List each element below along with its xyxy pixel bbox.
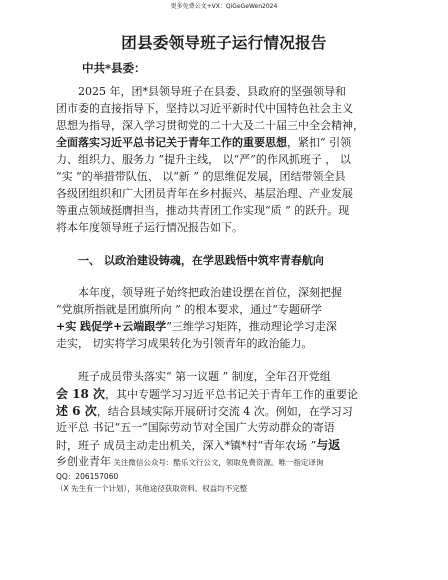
emphasis-text: 与返 <box>316 438 341 452</box>
emphasis-text: 会 18 次 <box>56 387 106 401</box>
emphasis-text: 述 6 次 <box>56 404 97 418</box>
promo-header-note: 更多免费公文+VX：QiGeGeWen2024 <box>170 3 278 10</box>
section-heading-1: 一、 以政治建设铸魂，在学思践悟中筑牢青春航向 <box>78 254 324 267</box>
intro-line-5: 力、组织力、服务力 ”提升主线， 以“严”的作风抓班子 ， 以 <box>56 153 351 166</box>
intro-line-2: 团市委的直接指导下，坚持以习近平新时代中国特色社会主义 <box>56 102 353 115</box>
para2-line-4: 走实， 切实将学习成果转化为引领青年的政治能力。 <box>56 337 313 350</box>
intro-line-8: 等重点领域挺膺担当，推动共青团工作实现“质 ” 的跃升。现 <box>56 204 350 217</box>
para3-line-3 <box>56 403 396 420</box>
footer-qq-line: QQ：206157060 <box>56 472 119 481</box>
intro-line-3: 思想为指导，深入学习贯彻党的二十大及二十届三中全会精神， <box>56 119 364 132</box>
para3-line-6 <box>56 454 396 471</box>
para3-line-4-start: 近平总 书记“五一 <box>56 421 143 434</box>
para3-line-1: 班子成员带头落实“ 第一议题 ” 制度，全年召开党组 <box>78 370 331 383</box>
intro-line-7: 各级团组织和广大团员青年在乡村振兴、基层治理、产业发展 <box>56 187 353 200</box>
document-title: 团县委领导班子运行情况报告 <box>121 33 327 52</box>
intro-line-9: 将本年度领导班子运行情况报告如下。 <box>56 221 243 234</box>
para2-line-1: 本年度，领导班子始终把政治建设摆在首位，深刻把握 <box>78 286 342 299</box>
intro-line-6: “实 ”的举措带队伍、 以“新 ” 的思维促发展，团结带领全县 <box>56 170 346 183</box>
emphasis-text: 全面落实习近平总书记关于青年工作的重要思想 <box>56 136 287 149</box>
promo-inline-note: 关注微信公众号：酷乐文行公文，领取免费资源。唯一指定译询 <box>111 458 324 467</box>
para3-line-5-start: 时，班子 成员主动走出机关，深入*镇*村“青年农场 ” <box>56 439 317 452</box>
para3-line-2 <box>56 386 396 403</box>
footer-disclaimer-line: （X 先生有一个计划），其他途径获取资料、权益均不完整 <box>56 484 248 493</box>
para3-line-6-start: 乡创业青年 <box>56 455 111 468</box>
para3-line-3-rest: ，结合县域实际开展研讨交流 4 次。例如，在学习习 <box>96 405 353 418</box>
emphasis-text: +实 践促学+云端跟学 <box>56 320 167 333</box>
para3-line-4 <box>56 420 396 436</box>
intro-line-1: 2025 年，团*县领导班子在县委、县政府的坚强领导和 <box>78 85 346 98</box>
para2-line-3-rest: ”三维学习矩阵，推动理论学习走深 <box>166 320 337 333</box>
para2-line-2: “党旗所指就是团旗所向 ” 的根本要求，通过“专题研学 <box>56 303 322 316</box>
para3-line-5 <box>56 437 396 454</box>
para3-line-2-rest: ，其中专题学习习近平总书记关于青年工作的重要论 <box>105 388 359 401</box>
intro-line-4 <box>56 135 396 151</box>
para3-line-4-rest: ”国际劳动节对全国广大劳动群众的寄语 <box>142 421 335 434</box>
salutation: 中共*县委： <box>82 61 146 75</box>
intro-line-4-rest: ，紧扣“ 引领 <box>287 136 352 149</box>
para2-line-3 <box>56 319 396 335</box>
